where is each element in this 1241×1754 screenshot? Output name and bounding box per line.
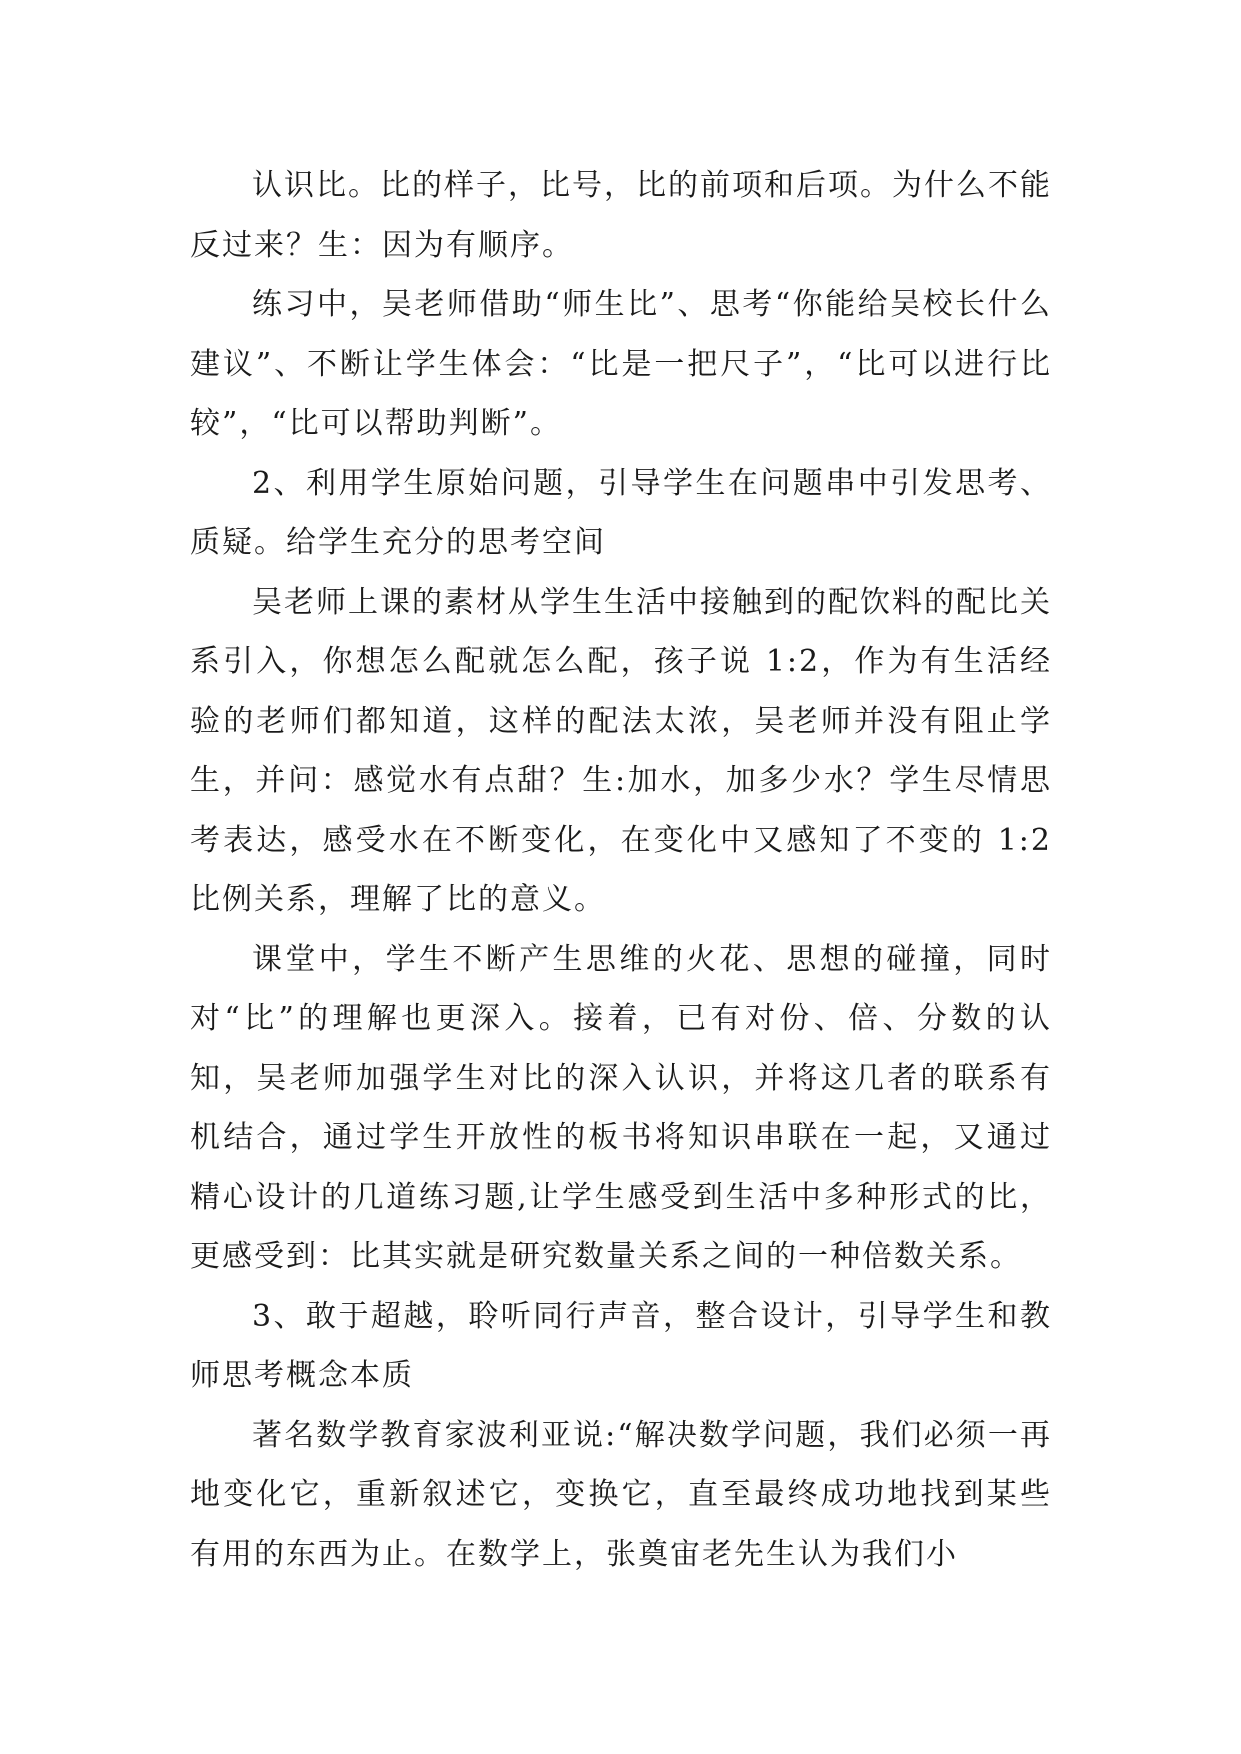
paragraph-1: 认识比。比的样子，比号，比的前项和后项。为什么不能反过来？生：因为有顺序。 xyxy=(190,168,1052,263)
section-heading-3: 3、敢于超越，聆听同行声音，整合设计，引导学生和教师思考概念本质 xyxy=(190,1298,1052,1393)
document-body xyxy=(190,156,1052,1584)
paragraph-2: 练习中，吴老师借助“师生比”、思考“你能给吴校长什么建议”、不断让学生体会：“比是一把尺子”，“比可以进行比较”，“比可以帮助判断”。 xyxy=(190,287,1052,441)
paragraph-5: 著名数学教育家波利亚说:“解决数学问题，我们必须一再地变化它，重新叙述它，变换它，直至最终成功地找到某些有用的东西为止。在数学上，张奠宙老先生认为我们小 xyxy=(190,1417,1052,1572)
paragraph-3: 吴老师上课的素材从学生生活中接触到的配饮料的配比关系引入，你想怎么配就怎么配，孩子说 1:2，作为有生活经验的老师们都知道，这样的配法太浓，吴老师并没有阻止学生，并问：感觉水有点甜？生:加水，加多少水？学生尽情思考表达，感受水在不断变化，在变化中又感知了不变的 1:2 比例关系，理解了比的意义。 xyxy=(190,584,1052,917)
section-heading-2: 2、利用学生原始问题，引导学生在问题串中引发思考、质疑。给学生充分的思考空间 xyxy=(190,465,1052,560)
paragraph-4: 课堂中，学生不断产生思维的火花、思想的碰撞，同时对“比”的理解也更深入。接着，已有对份、倍、分数的认知，吴老师加强学生对比的深入认识，并将这几者的联系有机结合，通过学生开放性的板书将知识串联在一起，又通过精心设计的几道练习题,让学生感受到生活中多种形式的比，更感受到：比其实就是研究数量关系之间的一种倍数关系。 xyxy=(190,941,1052,1274)
